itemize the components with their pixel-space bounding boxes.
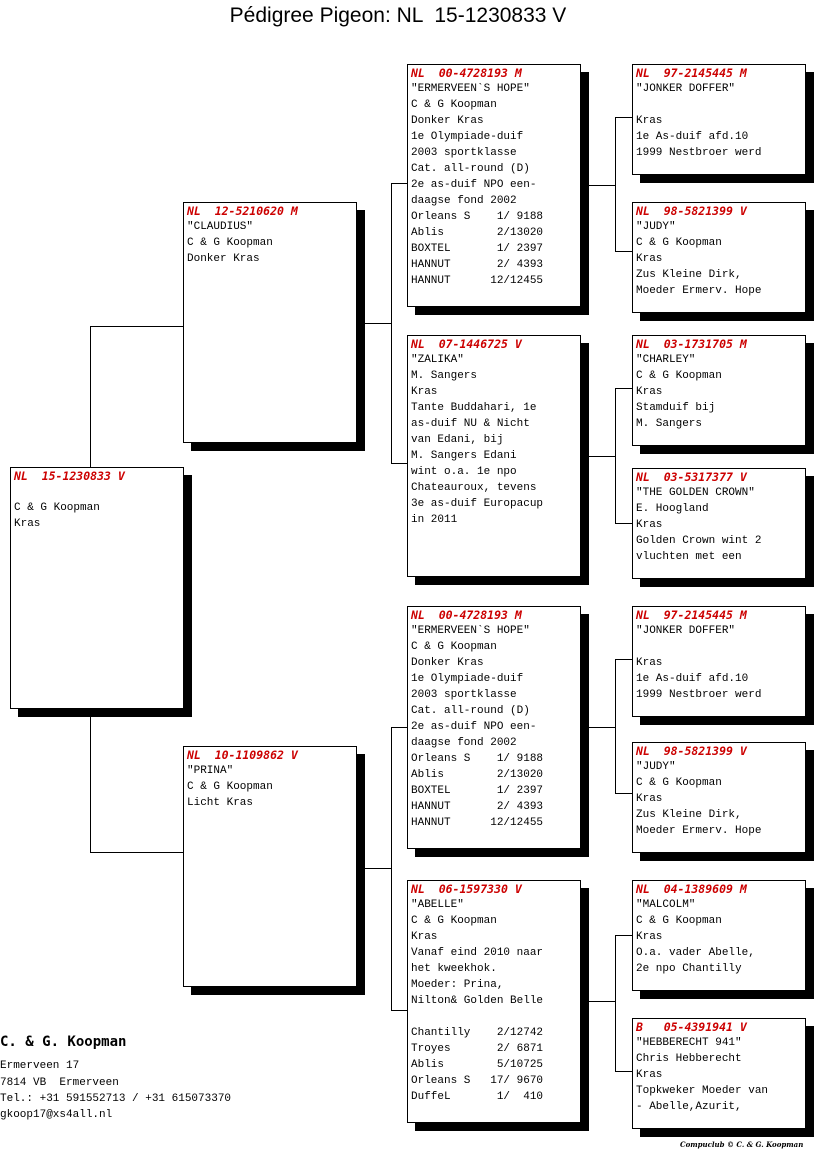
ring-number: NL 00-4728193 M [411, 66, 522, 80]
info-line: Moeder: Prina, [411, 979, 504, 991]
info-line: van Edani, bij [411, 434, 504, 446]
info-line: Vanaf eind 2010 naar [411, 947, 544, 959]
pedigree-box-mfm [632, 742, 806, 853]
info-line: C & G Koopman [411, 99, 497, 111]
result-line: HANNUT 2/ 4393 [411, 801, 544, 813]
info-line: Moeder Ermerv. Hope [636, 825, 762, 837]
info-line: C & G Koopman [411, 915, 497, 927]
ring-number: NL 10-1109862 V [187, 748, 298, 762]
result-line: HANNUT 12/12455 [411, 275, 544, 287]
pedigree-box-fff [632, 64, 806, 175]
info-line: C & G Koopman [14, 502, 100, 514]
info-line: 1e As-duif afd.10 [636, 131, 749, 143]
pedigree-box-mf [407, 606, 581, 849]
ring-number: NL 03-5317377 V [636, 470, 747, 484]
info-line [636, 97, 805, 113]
info-line [636, 639, 805, 655]
info-line: Cat. all-round (D) [411, 163, 530, 175]
pigeon-name: "HEBBERECHT 941" [636, 1037, 742, 1049]
info-line: 3e as-duif Europacup [411, 498, 544, 510]
ring-number: NL 12-5210620 M [187, 204, 298, 218]
info-line: daagse fond 2002 [411, 195, 517, 207]
info-line [14, 484, 183, 500]
owner-address-1: Ermerveen 17 [0, 1060, 80, 1072]
info-line: 1e As-duif afd.10 [636, 673, 749, 685]
pedigree-box-ff [407, 64, 581, 307]
info-line: 2e npo Chantilly [636, 963, 742, 975]
info-line: Kras [14, 518, 41, 530]
result-line: HANNUT 2/ 4393 [411, 259, 544, 271]
pigeon-name: "THE GOLDEN CROWN" [636, 487, 755, 499]
info-line: Zus Kleine Dirk, [636, 269, 742, 281]
info-line: as-duif NU & Nicht [411, 418, 530, 430]
ring-number: NL 07-1446725 V [411, 337, 522, 351]
info-line: 1999 Nestbroer werd [636, 689, 762, 701]
info-line: C & G Koopman [636, 915, 722, 927]
info-line: C & G Koopman [636, 370, 722, 382]
info-line: Kras [636, 657, 663, 669]
owner-phone: Tel.: +31 591552713 / +31 615073370 [0, 1093, 232, 1105]
info-line: Chateauroux, tevens [411, 482, 537, 494]
info-line: Donker Kras [411, 657, 484, 669]
info-line: M. Sangers [411, 370, 478, 382]
info-line: 2003 sportklasse [411, 689, 517, 701]
info-line: Topkweker Moeder van [636, 1085, 769, 1097]
pigeon-name: "JONKER DOFFER" [636, 625, 736, 637]
pigeon-name: "JUDY" [636, 761, 676, 773]
info-line: in 2011 [411, 514, 458, 526]
pigeon-name: "CLAUDIUS" [187, 221, 254, 233]
result-line: Orleans S 1/ 9188 [411, 211, 544, 223]
pigeon-name: "ZALIKA" [411, 354, 464, 366]
result-line: Ablis 5/10725 [411, 1059, 544, 1071]
ring-number: NL 00-4728193 M [411, 608, 522, 622]
info-line: 2003 sportklasse [411, 147, 517, 159]
footer-credit: Compuclub © C. & G. Koopman [680, 1140, 804, 1149]
pedigree-box-ffm [632, 202, 806, 313]
info-line: Moeder Ermerv. Hope [636, 285, 762, 297]
ring-number: B 05-4391941 V [636, 1020, 747, 1034]
owner-address-2: 7814 VB Ermerveen [0, 1077, 119, 1089]
ring-number: NL 04-1389609 M [636, 882, 747, 896]
info-line: Kras [636, 115, 663, 127]
info-line: M. Sangers [636, 418, 703, 430]
pedigree-box-mmm [632, 1018, 806, 1129]
pedigree-box-fmf [632, 335, 806, 446]
pedigree-box-mother [183, 746, 357, 987]
ring-number: NL 98-5821399 V [636, 204, 747, 218]
info-line: Kras [411, 386, 438, 398]
pedigree-box-fmm [632, 468, 806, 579]
result-line: Troyes 2/ 6871 [411, 1043, 544, 1055]
pigeon-name: "ERMERVEEN`S HOPE" [411, 625, 530, 637]
result-line: HANNUT 12/12455 [411, 817, 544, 829]
owner-name: C. & G. Koopman [0, 1034, 127, 1050]
info-line: Nilton& Golden Belle [411, 995, 544, 1007]
pigeon-name: "PRINA" [187, 765, 234, 777]
result-line: Ablis 2/13020 [411, 227, 544, 239]
owner-email: gkoop17@xs4all.nl [0, 1109, 113, 1121]
ring-number: NL 97-2145445 M [636, 608, 747, 622]
info-line: Kras [636, 793, 663, 805]
ring-number: NL 15-1230833 V [14, 469, 125, 483]
info-line: 2e as-duif NPO een- [411, 721, 537, 733]
info-line: - Abelle,Azurit, [636, 1101, 742, 1113]
pigeon-name: "JONKER DOFFER" [636, 83, 736, 95]
info-line: Kras [636, 386, 663, 398]
info-line: C & G Koopman [636, 777, 722, 789]
info-line: Chris Hebberecht [636, 1053, 742, 1065]
info-line: Kras [636, 931, 663, 943]
result-line: Ablis 2/13020 [411, 769, 544, 781]
page-title: Pédigree Pigeon: NL 15-1230833 V [229, 4, 567, 27]
pigeon-name: "ERMERVEEN`S HOPE" [411, 83, 530, 95]
result-line: DuffeL 1/ 410 [411, 1091, 544, 1103]
info-line: vluchten met een [636, 551, 742, 563]
info-line: Cat. all-round (D) [411, 705, 530, 717]
ring-number: NL 06-1597330 V [411, 882, 522, 896]
info-line: M. Sangers Edani [411, 450, 517, 462]
info-line: het kweekhok. [411, 963, 497, 975]
info-line: Zus Kleine Dirk, [636, 809, 742, 821]
pedigree-box-subject [10, 467, 184, 709]
info-line: Donker Kras [187, 253, 260, 265]
info-line: Tante Buddahari, 1e [411, 402, 537, 414]
pigeon-name: "CHARLEY" [636, 354, 696, 366]
info-line: 2e as-duif NPO een- [411, 179, 537, 191]
info-line: daagse fond 2002 [411, 737, 517, 749]
result-line: Chantilly 2/12742 [411, 1027, 544, 1039]
info-line: C & G Koopman [636, 237, 722, 249]
info-line: Kras [411, 931, 438, 943]
pigeon-name: "MALCOLM" [636, 899, 696, 911]
pedigree-box-mmf [632, 880, 806, 991]
info-line: 1999 Nestbroer werd [636, 147, 762, 159]
info-line: Stamduif bij [636, 402, 716, 414]
ring-number: NL 03-1731705 M [636, 337, 747, 351]
result-line: BOXTEL 1/ 2397 [411, 243, 544, 255]
result-line: BOXTEL 1/ 2397 [411, 785, 544, 797]
info-line: C & G Koopman [187, 781, 273, 793]
ring-number: NL 98-5821399 V [636, 744, 747, 758]
info-line: O.a. vader Abelle, [636, 947, 755, 959]
info-line: Donker Kras [411, 115, 484, 127]
pedigree-box-fm [407, 335, 581, 577]
info-line [411, 1009, 580, 1025]
pedigree-box-mff [632, 606, 806, 717]
info-line: C & G Koopman [187, 237, 273, 249]
pedigree-box-father [183, 202, 357, 443]
info-line: 1e Olympiade-duif [411, 131, 524, 143]
result-line: Orleans S 1/ 9188 [411, 753, 544, 765]
info-line: Kras [636, 253, 663, 265]
pedigree-box-mm [407, 880, 581, 1123]
pigeon-name: "ABELLE" [411, 899, 464, 911]
info-line: Licht Kras [187, 797, 254, 809]
pigeon-name: "JUDY" [636, 221, 676, 233]
info-line: 1e Olympiade-duif [411, 673, 524, 685]
ring-number: NL 97-2145445 M [636, 66, 747, 80]
info-line: Kras [636, 519, 663, 531]
info-line: C & G Koopman [411, 641, 497, 653]
info-line: Kras [636, 1069, 663, 1081]
info-line: E. Hoogland [636, 503, 709, 515]
info-line: wint o.a. 1e npo [411, 466, 517, 478]
info-line: Golden Crown wint 2 [636, 535, 762, 547]
result-line: Orleans S 17/ 9670 [411, 1075, 544, 1087]
